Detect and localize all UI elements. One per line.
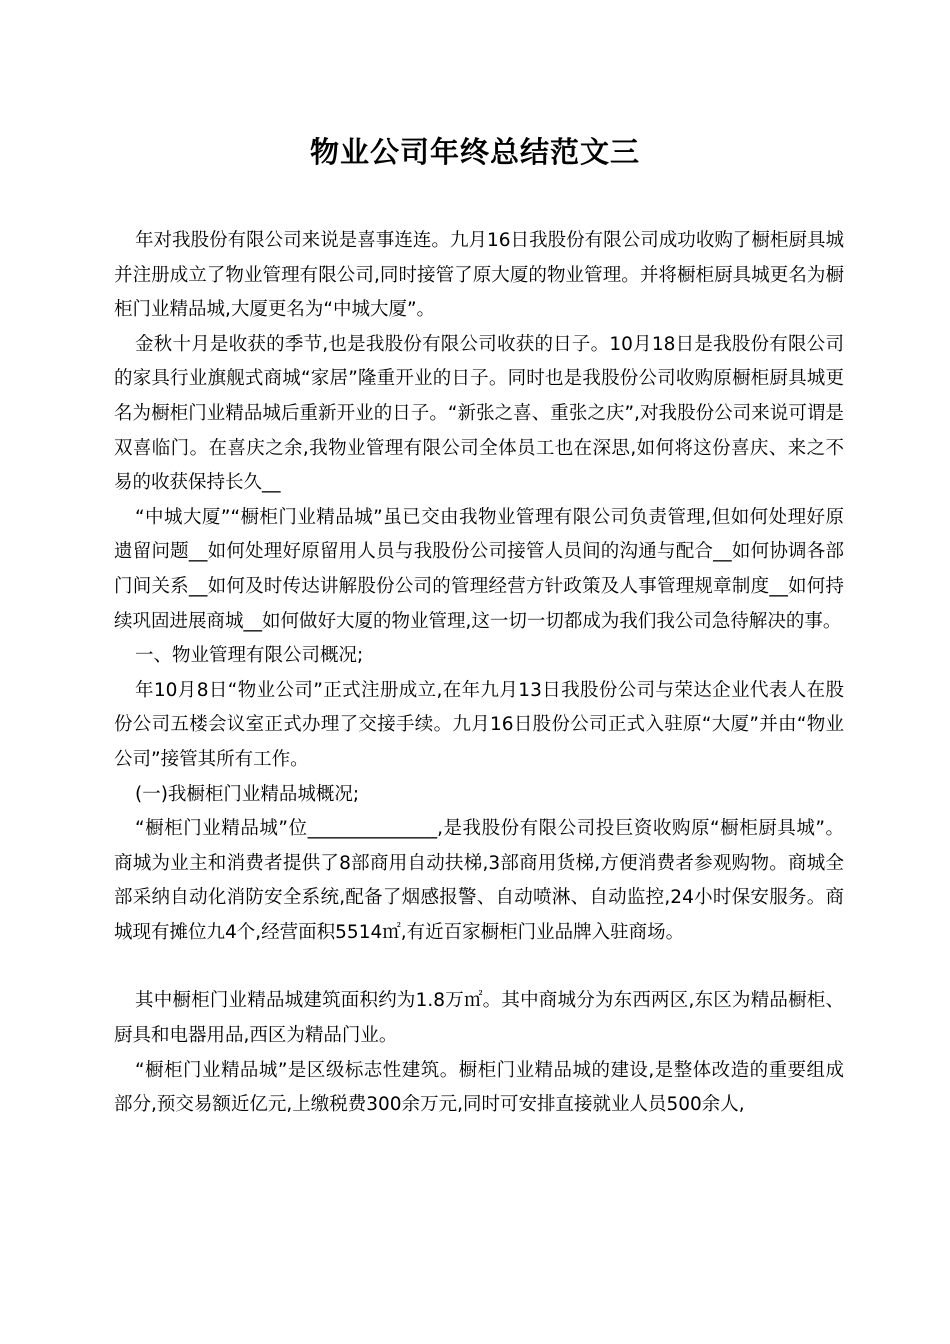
paragraph-intro: 年对我股份有限公司来说是喜事连连。九月16日我股份有限公司成功收购了橱柜厨具城并注册成立了物业管理有限公司,同时接管了原大厦的物业管理。并将橱柜厨具城更名为橱柜门业精品城,大厦更名为“中城大厦”。: [114, 230, 844, 321]
paragraph-building-area: 其中橱柜门业精品城建筑面积约为1.8万㎡。其中商城分为东西两区,东区为精品橱柜、厨具和电器用品,西区为精品门业。: [114, 990, 844, 1047]
document-body: [114, 224, 844, 1123]
paragraph-landmark: “橱柜门业精品城”是区级标志性建筑。橱柜门业精品城的建设,是整体改造的重要组成部分,预交易额近亿元,上缴税费300余万元,同时可安排直接就业人员500余人,: [114, 1059, 844, 1116]
subsection-heading-mall-overview: (一)我橱柜门业精品城概况;: [135, 783, 360, 805]
document-title: 物业公司年终总结范文三: [309, 135, 640, 169]
section-heading-overview: 一、物业管理有限公司概况;: [135, 645, 364, 667]
paragraph-challenges: “中城大厦”“橱柜门业精品城”虽已交由我物业管理有限公司负责管理,但如何处理好原遗留问题__如何处理好原留用人员与我股份公司接管人员间的沟通与配合__如何协调各部门间关系__如何及时传达讲解股份公司的管理经营方针政策及人事管理规章制度__如何持续巩固进展商城__如何做好大厦的物业管理,这一切一切都成为我们我公司急待解决的事。: [114, 506, 844, 632]
paragraph-mall-description: “橱柜门业精品城”位______________,是我股份有限公司投巨资收购原“橱柜厨具城”。商城为业主和消费者提供了8部商用自动扶梯,3部商用货梯,方便消费者参观购物。商城全部采纳自动化消防安全系统,配备了烟感报警、自动喷淋、自动监控,24小时保安服务。商城现有摊位九4个,经营面积5514㎡,有近百家橱柜门业品牌入驻商场。: [114, 818, 844, 943]
paragraph-gap: [114, 950, 844, 984]
paragraph-october: 金秋十月是收获的季节,也是我股份有限公司收获的日子。10月18日是我股份有限公司的家具行业旗舰式商城“家居”隆重开业的日子。同时也是我股份公司收购原橱柜厨具城更名为橱柜门业精品城后重新开业的日子。“新张之喜、重张之庆”,对我股份公司来说可谓是双喜临门。在喜庆之余,我物业管理有限公司全体员工也在深思,如何将这份喜庆、来之不易的收获保持长久__: [114, 333, 844, 494]
paragraph-registration: 年10月8日“物业公司”正式注册成立,在年九月13日我股份公司与荣达企业代表人在股份公司五楼会议室正式办理了交接手续。九月16日股份公司正式入驻原“大厦”并由“物业公司”接管其所有工作。: [114, 679, 844, 770]
